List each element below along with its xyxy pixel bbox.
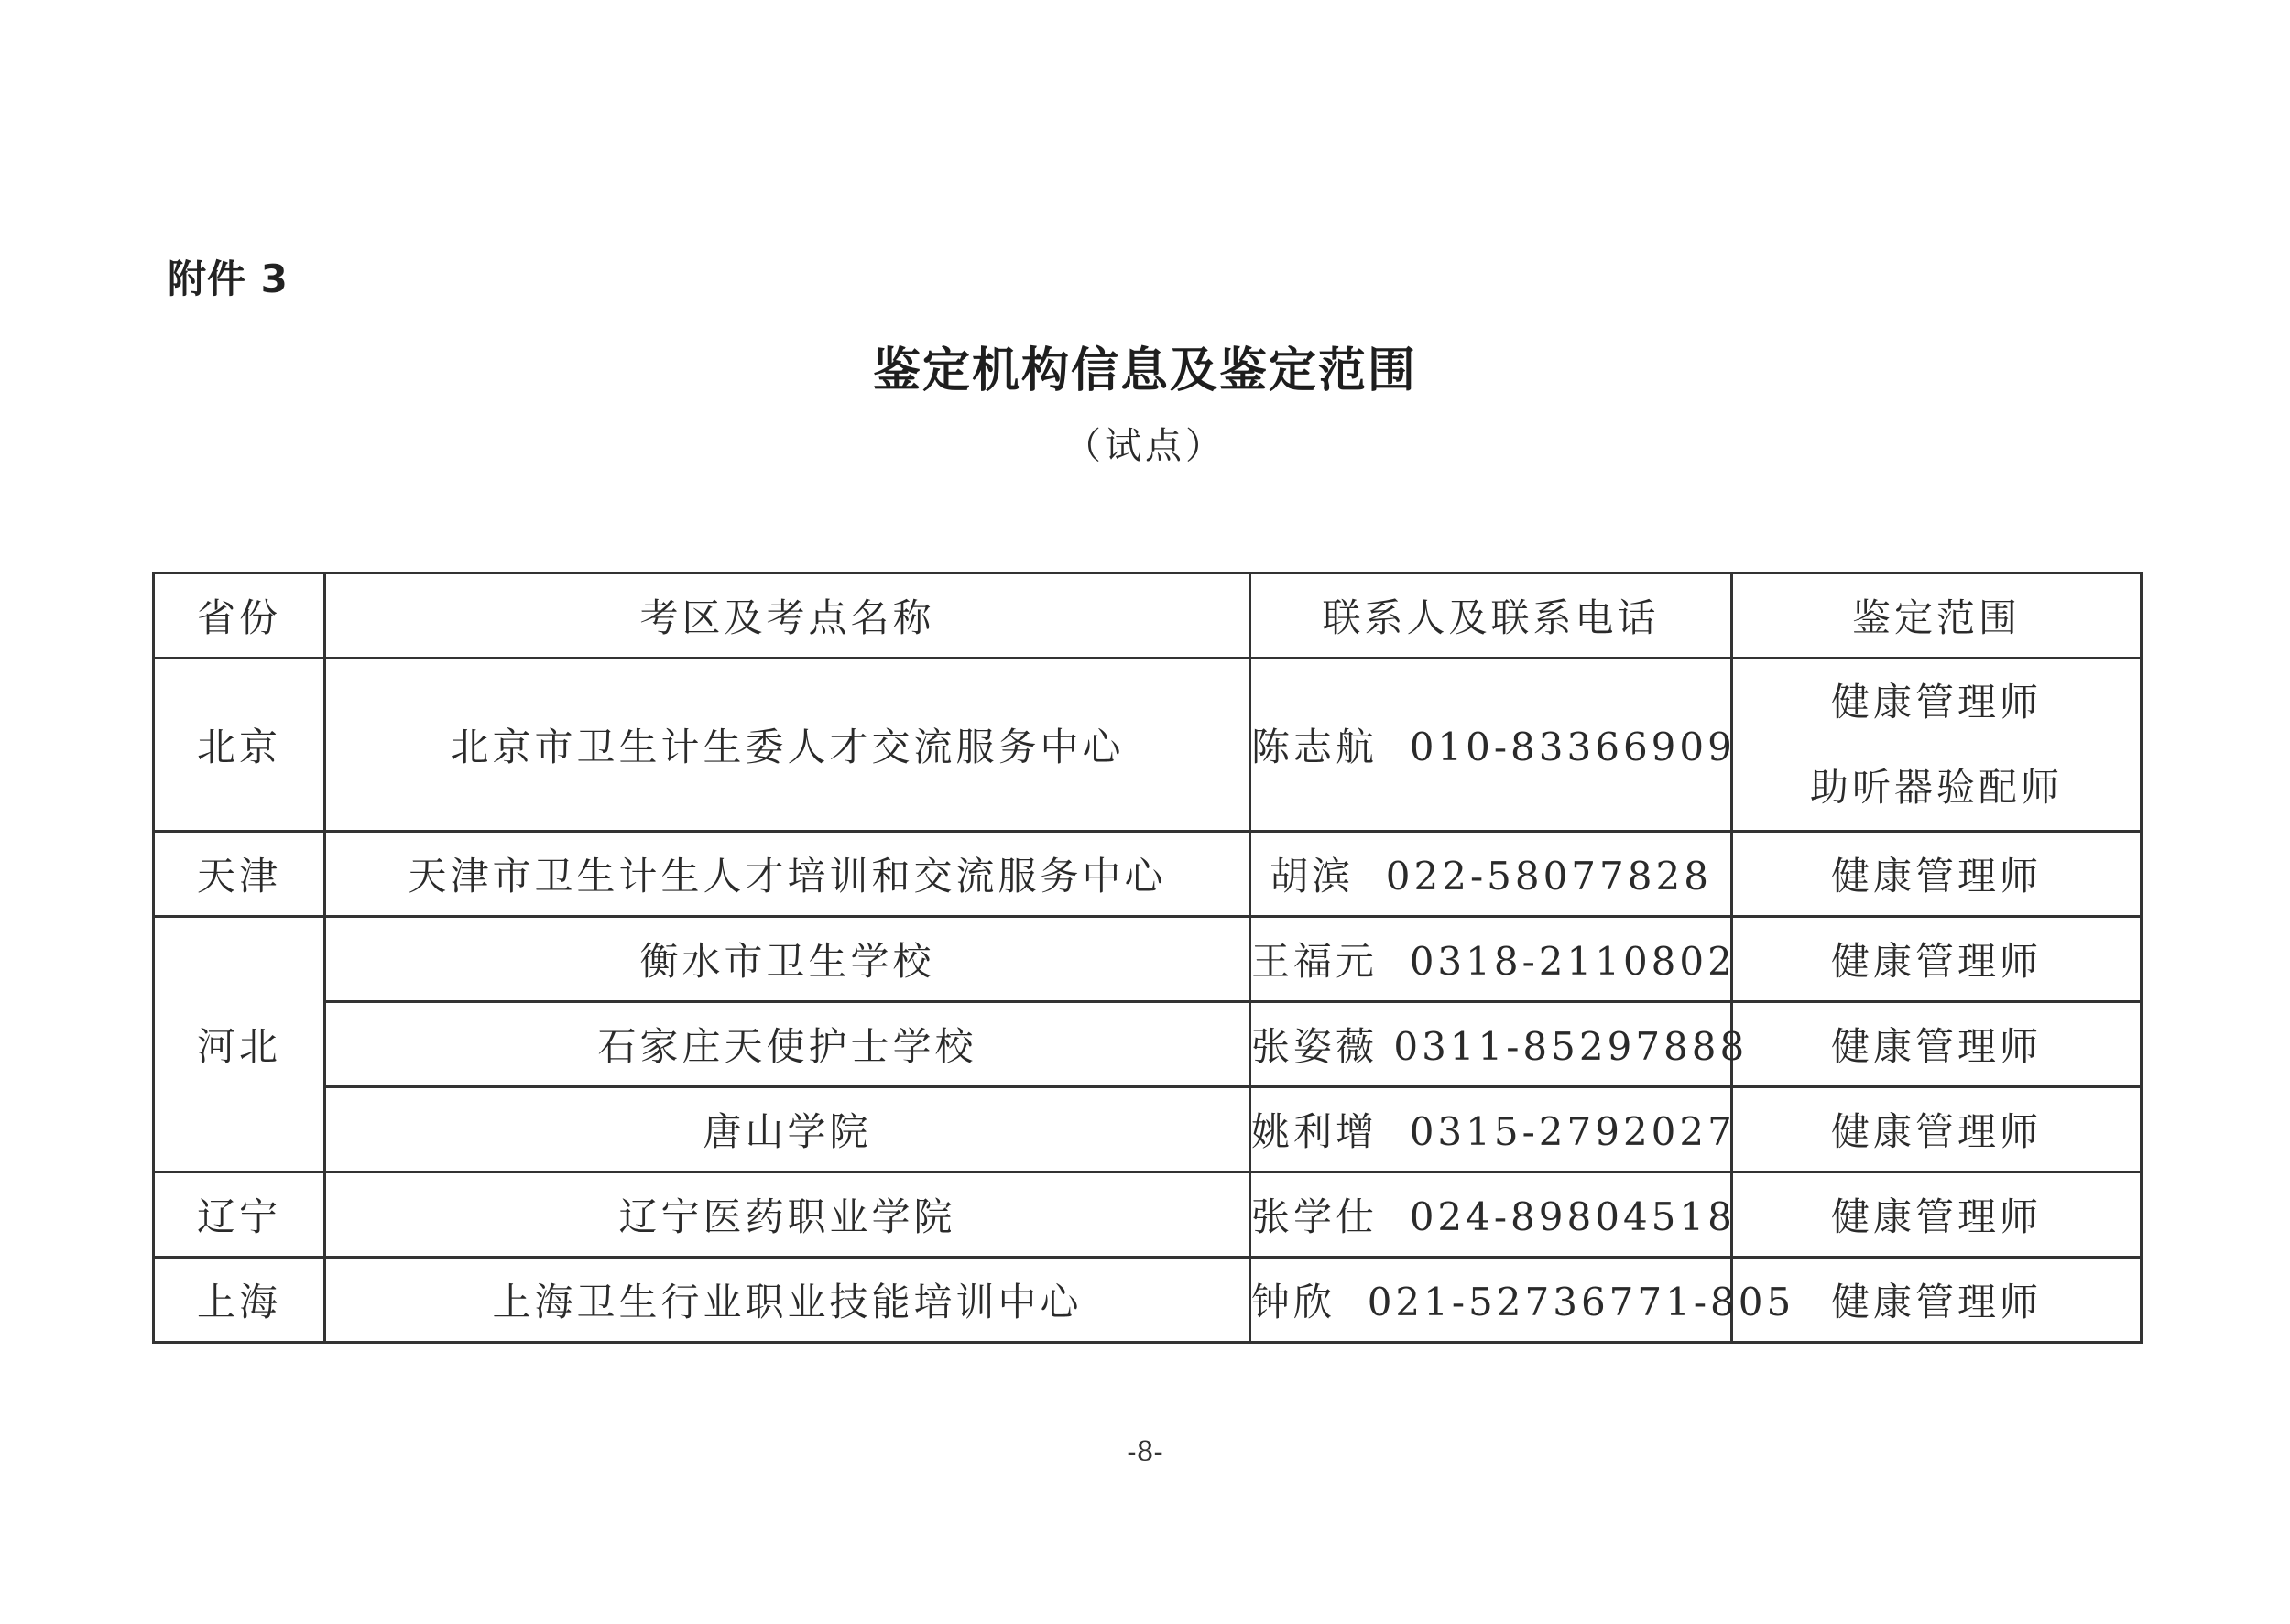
contact-cell: 王福元 0318-2110802 [1250,917,1732,1002]
scope-item: 助听器验配师 [1809,765,2063,810]
document-subtitle: （试点） [1064,425,1226,467]
contact-cell: 张姿薇 0311-85297888 [1250,1002,1732,1087]
header-province: 省份 [154,573,325,659]
contact-cell: 陈志航 010-83366909 [1250,659,1732,832]
contact-cell: 胡滨 022-58077828 [1250,832,1732,917]
site-name-cell: 上海卫生行业职业技能培训中心 [325,1258,1250,1343]
scope-cell: 健康管理师 [1732,1087,2142,1172]
header-contact: 联系人及联系电话 [1250,573,1732,659]
site-name-cell: 石家庄天使护士学校 [325,1002,1250,1087]
table-row [154,1087,2142,1172]
table-row [154,1258,2142,1343]
province-cell: 辽宁 [154,1172,325,1258]
scope-cell: 健康管理师 [1732,832,2142,917]
scope-item: 健康管理师 [1830,680,2042,725]
province-cell: 河北 [154,917,325,1172]
province-cell: 上海 [154,1258,325,1343]
table-header-row [154,573,2142,659]
table-row [154,1172,2142,1258]
scope-cell: 健康管理师 [1732,1258,2142,1343]
document-title: 鉴定机构信息及鉴定范围 [872,343,1417,398]
header-site-name: 考区及考点名称 [325,573,1250,659]
province-cell: 天津 [154,832,325,917]
table-row [154,832,2142,917]
site-name-cell: 衡水市卫生学校 [325,917,1250,1002]
site-name-cell: 辽宁医药职业学院 [325,1172,1250,1258]
institution-table [152,572,2143,1344]
header-scope: 鉴定范围 [1732,573,2142,659]
attachment-label: 附件 3 [168,256,289,301]
contact-cell: 钟欣 021-52736771-805 [1250,1258,1732,1343]
site-name-cell: 天津市卫生计生人才培训和交流服务中心 [325,832,1250,917]
table-row [154,659,2142,832]
table-row [154,917,2142,1002]
page-number: -8- [1127,1436,1163,1468]
site-name-cell: 北京市卫生计生委人才交流服务中心 [325,659,1250,832]
table-row [154,1002,2142,1087]
contact-cell: 姚利增 0315-2792027 [1250,1087,1732,1172]
scope-cell: 健康管理师 [1732,1172,2142,1258]
scope-cell: 健康管理师 [1732,917,2142,1002]
province-cell: 北京 [154,659,325,832]
scope-cell [1732,659,2142,832]
scope-cell: 健康管理师 [1732,1002,2142,1087]
site-name-cell: 唐山学院 [325,1087,1250,1172]
contact-cell: 张学仕 024-89804518 [1250,1172,1732,1258]
